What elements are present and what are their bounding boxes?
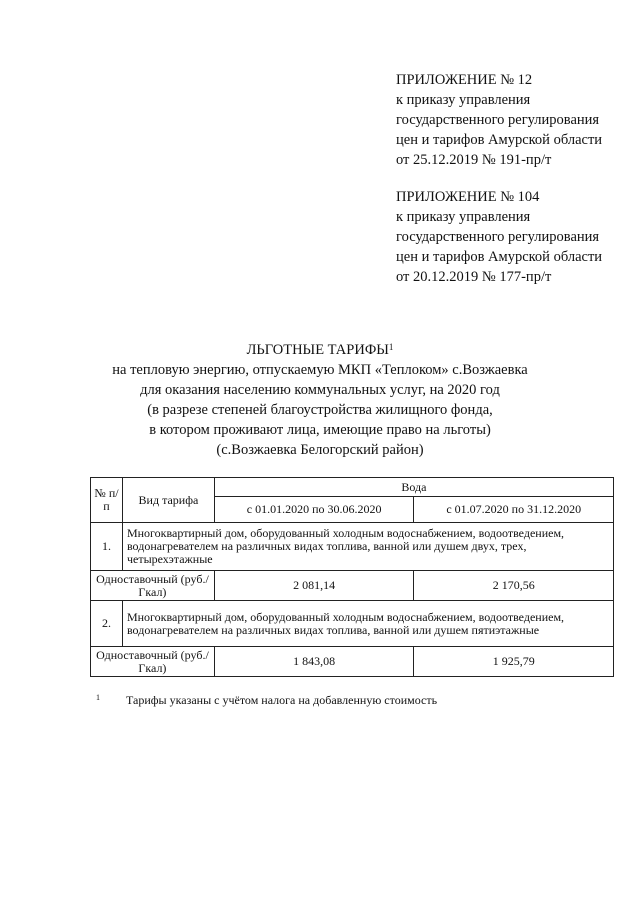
subtitle-line: (с.Возжаевка Белогорский район) <box>216 442 424 458</box>
header-period-2: с 01.07.2020 по 31.12.2020 <box>414 497 614 523</box>
row-description: Многоквартирный дом, оборудованный холодным водоснабжением, водоотведением, водонагревателем на различных видах топлива, ванной или душем пятиэтажные <box>122 601 613 647</box>
appendix-12-header <box>396 70 602 170</box>
subtitle-line: для оказания населению коммунальных услуг, на 2020 год <box>140 382 500 398</box>
document-heading <box>0 340 640 360</box>
header-water: Вода <box>214 478 613 497</box>
row-value-period-2: 2 170,56 <box>414 571 614 601</box>
row-num: 1. <box>91 523 123 571</box>
subtitle-line: в котором проживают лица, имеющие право на льготы) <box>149 422 491 438</box>
heading-text: ЛЬГОТНЫЕ ТАРИФЫ <box>246 342 389 358</box>
appendix-12-line: к приказу управления <box>396 92 531 108</box>
heading-footnote-ref: 1 <box>388 342 394 352</box>
header-period-1: с 01.01.2020 по 30.06.2020 <box>214 497 414 523</box>
footnote-text: Тарифы указаны с учётом налога на добавленную стоимость <box>126 693 438 707</box>
appendix-104-line: государственного регулирования <box>396 229 600 245</box>
subtitle-line: на тепловую энергию, отпускаемую МКП «Теплоком» с.Возжаевка <box>112 362 528 378</box>
row-value-period-1: 1 843,08 <box>214 647 414 677</box>
appendix-12-line: цен и тарифов Амурской области <box>396 132 603 148</box>
header-num: № п/п <box>91 478 123 523</box>
row-value-period-2: 1 925,79 <box>414 647 614 677</box>
appendix-104-line: от 20.12.2019 № 177-пр/т <box>396 269 552 285</box>
row-num: 2. <box>91 601 123 647</box>
subtitle-line: (в разрезе степеней благоустройства жилищного фонда, <box>147 402 493 418</box>
row-tariff-type: Одноставочный (руб./Гкал) <box>91 571 215 601</box>
document-title-block <box>0 340 640 460</box>
appendix-12-line: государственного регулирования <box>396 112 600 128</box>
appendix-104-line: к приказу управления <box>396 209 531 225</box>
tariff-table <box>90 477 614 677</box>
row-description: Многоквартирный дом, оборудованный холодным водоснабжением, водоотведением, водонагревателем на различных видах топлива, ванной или душем двух, трех, четырехэтажные <box>122 523 613 571</box>
appendix-104-line: цен и тарифов Амурской области <box>396 249 603 265</box>
appendix-104-header <box>396 187 602 287</box>
header-tariff-type: Вид тарифа <box>122 478 214 523</box>
footnote-mark: 1 <box>96 693 100 702</box>
row-value-period-1: 2 081,14 <box>214 571 414 601</box>
footnote <box>96 693 437 708</box>
appendix-104-line: ПРИЛОЖЕНИЕ № 104 <box>396 189 540 205</box>
appendix-12-line: ПРИЛОЖЕНИЕ № 12 <box>396 72 533 88</box>
row-tariff-type: Одноставочный (руб./Гкал) <box>91 647 215 677</box>
appendix-12-line: от 25.12.2019 № 191-пр/т <box>396 152 552 168</box>
